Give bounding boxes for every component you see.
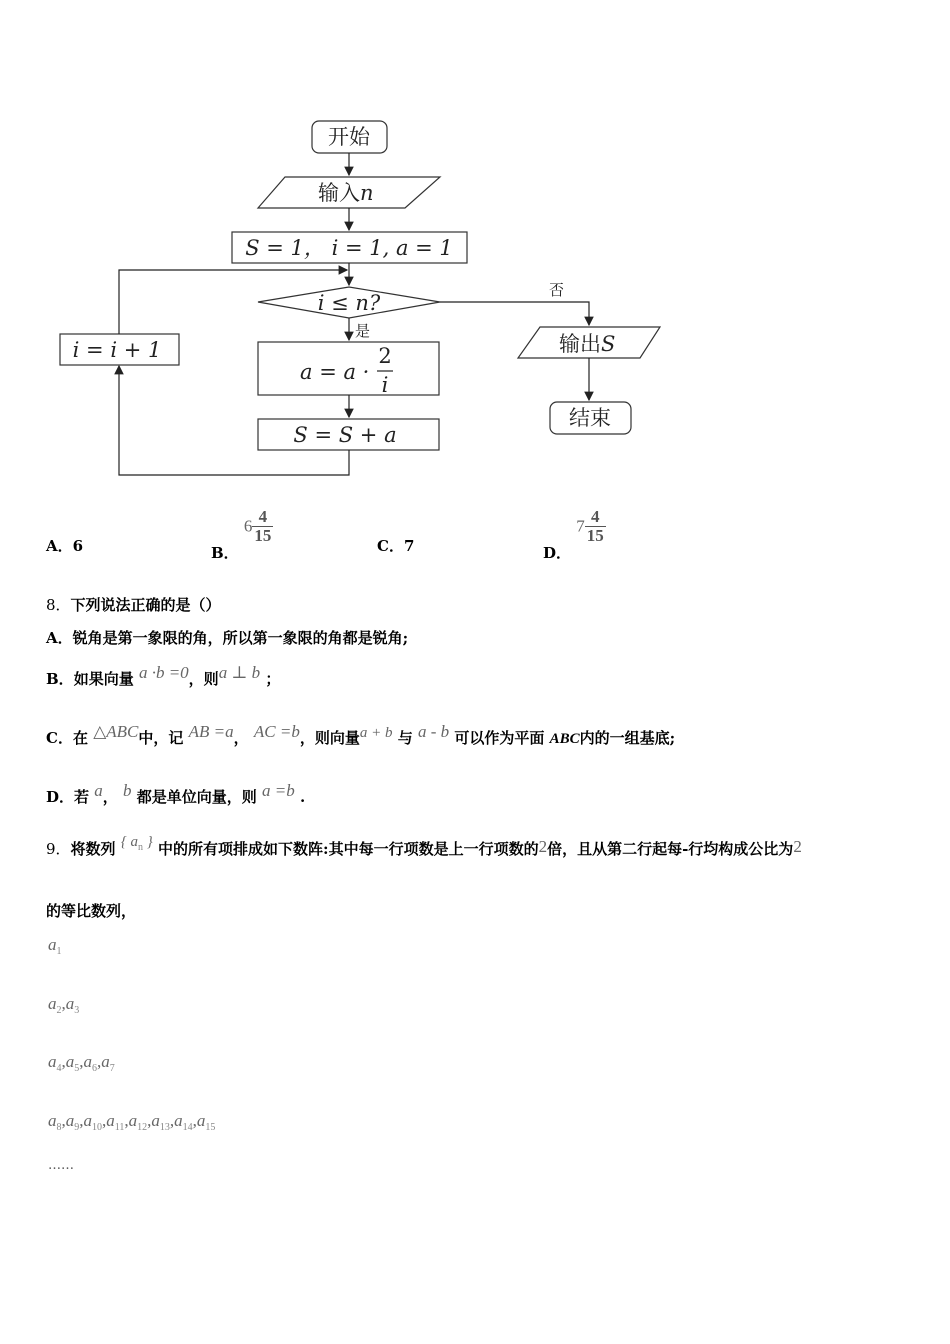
option-label: A． xyxy=(46,629,73,647)
text: ，则 xyxy=(188,670,219,688)
question-text: 下列说法正确的是（） xyxy=(70,596,221,614)
no-label: 否 xyxy=(549,281,565,299)
q8-option-d xyxy=(46,781,306,807)
input-label: 输入 xyxy=(318,181,360,205)
question-number: 9． xyxy=(46,840,71,858)
option-value: 7 xyxy=(403,537,415,555)
step-a-lhs: a = a · xyxy=(300,360,370,384)
text: ， xyxy=(233,729,249,747)
array-term: $a_3$ xyxy=(65,994,80,1016)
array-term: $a_{14}$ xyxy=(174,1111,193,1133)
text: 都是单位向量，则 xyxy=(136,788,257,806)
math-expr: a + b xyxy=(359,725,393,741)
array-row: $a_8,a_9,a_{10},a_{11},a_{12},a_{13},a_{14},a_{15}$ xyxy=(48,1111,216,1133)
option-text: 锐角是第一象限的角，所以第一象限的角都是锐角; xyxy=(72,629,409,647)
option-label: A． xyxy=(46,537,73,555)
numerator: 4 xyxy=(252,508,273,527)
option-label: B． xyxy=(46,670,74,688)
text: 内的一组基底; xyxy=(579,729,676,747)
step-a-num: 2 xyxy=(378,344,392,368)
math-expr: a =b xyxy=(262,781,295,800)
math-expr: a - b xyxy=(417,722,450,741)
step-s-label: S = S + a xyxy=(293,423,397,447)
array-term: $a_8$ xyxy=(48,1111,62,1133)
array-term: $a_9$ xyxy=(65,1111,80,1133)
array-row xyxy=(48,935,62,957)
yes-label: 是 xyxy=(355,322,371,340)
denominator: 15 xyxy=(254,526,272,545)
whole-part: 7 xyxy=(576,516,585,536)
step-a-den: i xyxy=(381,373,389,397)
flowchart xyxy=(0,0,950,500)
output-label: 输出 xyxy=(559,332,601,356)
array-term: $a_{12}$ xyxy=(128,1111,148,1133)
text: ； xyxy=(265,670,281,688)
array-term: $a_2$ xyxy=(48,994,62,1016)
mixed-number xyxy=(244,508,274,545)
fraction xyxy=(585,508,606,545)
condition-label: i ≤ n? xyxy=(317,291,381,315)
seq-subscript: n xyxy=(138,842,144,853)
array-term: $a_{11}$ xyxy=(106,1111,125,1133)
array-term: $a_5$ xyxy=(65,1052,80,1074)
mixed-number xyxy=(576,508,606,545)
text: ， xyxy=(102,788,118,806)
array-term: $a_{10}$ xyxy=(83,1111,102,1133)
array-term: $a_6$ xyxy=(83,1052,97,1074)
array-term: $a_{15}$ xyxy=(196,1111,216,1133)
q8-stem xyxy=(46,594,221,615)
number: 2 xyxy=(538,837,548,856)
svg-text:输出S xyxy=(559,332,615,356)
fraction xyxy=(252,508,273,545)
text: 在 xyxy=(72,729,88,747)
text: 将数列 xyxy=(70,840,116,858)
array-term: $a_1$ xyxy=(48,935,62,957)
option-label: C． xyxy=(377,537,404,555)
math-expr: b xyxy=(123,781,132,800)
increment-label: i = i + 1 xyxy=(72,338,162,362)
numerator: 4 xyxy=(585,508,606,527)
text: 可以作为平面 xyxy=(454,729,545,747)
denominator: 15 xyxy=(586,526,604,545)
q8-option-a xyxy=(46,627,408,648)
math-expr: AC =b xyxy=(253,722,300,741)
question-number: 8． xyxy=(46,596,71,614)
math-expr: a ·b =0 xyxy=(138,663,189,682)
number: 2 xyxy=(793,837,802,856)
text: 与 xyxy=(397,729,413,747)
option-label: C． xyxy=(46,729,73,747)
array-term: $a_{13}$ xyxy=(151,1111,170,1133)
triangle-expr: △ABC xyxy=(93,722,139,741)
plane-name: ABC xyxy=(549,731,580,747)
text: 如果向量 xyxy=(73,670,134,688)
q7-option-a xyxy=(46,535,83,556)
start-label: 开始 xyxy=(328,125,370,149)
math-expr: a ⊥ b xyxy=(218,663,261,682)
q7-option-d xyxy=(543,507,606,562)
seq-symbol: a xyxy=(130,834,139,850)
q9-stem-line1 xyxy=(46,834,802,861)
option-label: D． xyxy=(543,543,572,562)
q9-stem-line2 xyxy=(46,900,136,921)
svg-text:输入n xyxy=(318,181,374,205)
input-var: n xyxy=(360,181,374,205)
text: 中，记 xyxy=(138,729,184,747)
end-label: 结束 xyxy=(569,406,611,430)
math-expr: AB =a xyxy=(188,722,234,741)
text: ，则向量 xyxy=(299,729,360,747)
array-row: $a_4,a_5,a_6,a_7$ xyxy=(48,1052,115,1074)
option-value: 6 xyxy=(72,537,84,555)
output-var: S xyxy=(601,332,616,356)
text: 的等比数列， xyxy=(46,902,137,920)
text: 中的所有项排成如下数阵:其中每一行项数是上一行项数的 xyxy=(158,840,539,858)
whole-part: 6 xyxy=(243,516,253,536)
array-term: $a_4$ xyxy=(48,1052,62,1074)
array-row: $a_2,a_3$ xyxy=(48,994,80,1016)
math-expr: a xyxy=(94,781,103,800)
text: 若 xyxy=(74,788,90,806)
option-label: B． xyxy=(211,543,239,562)
option-label: D． xyxy=(46,788,75,806)
q8-option-c xyxy=(46,722,676,748)
text: . xyxy=(299,788,306,806)
q8-option-b xyxy=(46,663,281,689)
q7-option-b xyxy=(211,507,273,562)
init-label: S = 1， i = 1, a = 1 xyxy=(245,236,453,260)
sequence-expr: { $a_n$ } xyxy=(120,834,153,853)
q7-option-c xyxy=(377,535,414,556)
array-term: $a_7$ xyxy=(101,1052,115,1074)
text: 倍，且从第二行起每-行均构成公比为 xyxy=(547,840,794,858)
q9-ellipsis: …… xyxy=(48,1158,74,1173)
